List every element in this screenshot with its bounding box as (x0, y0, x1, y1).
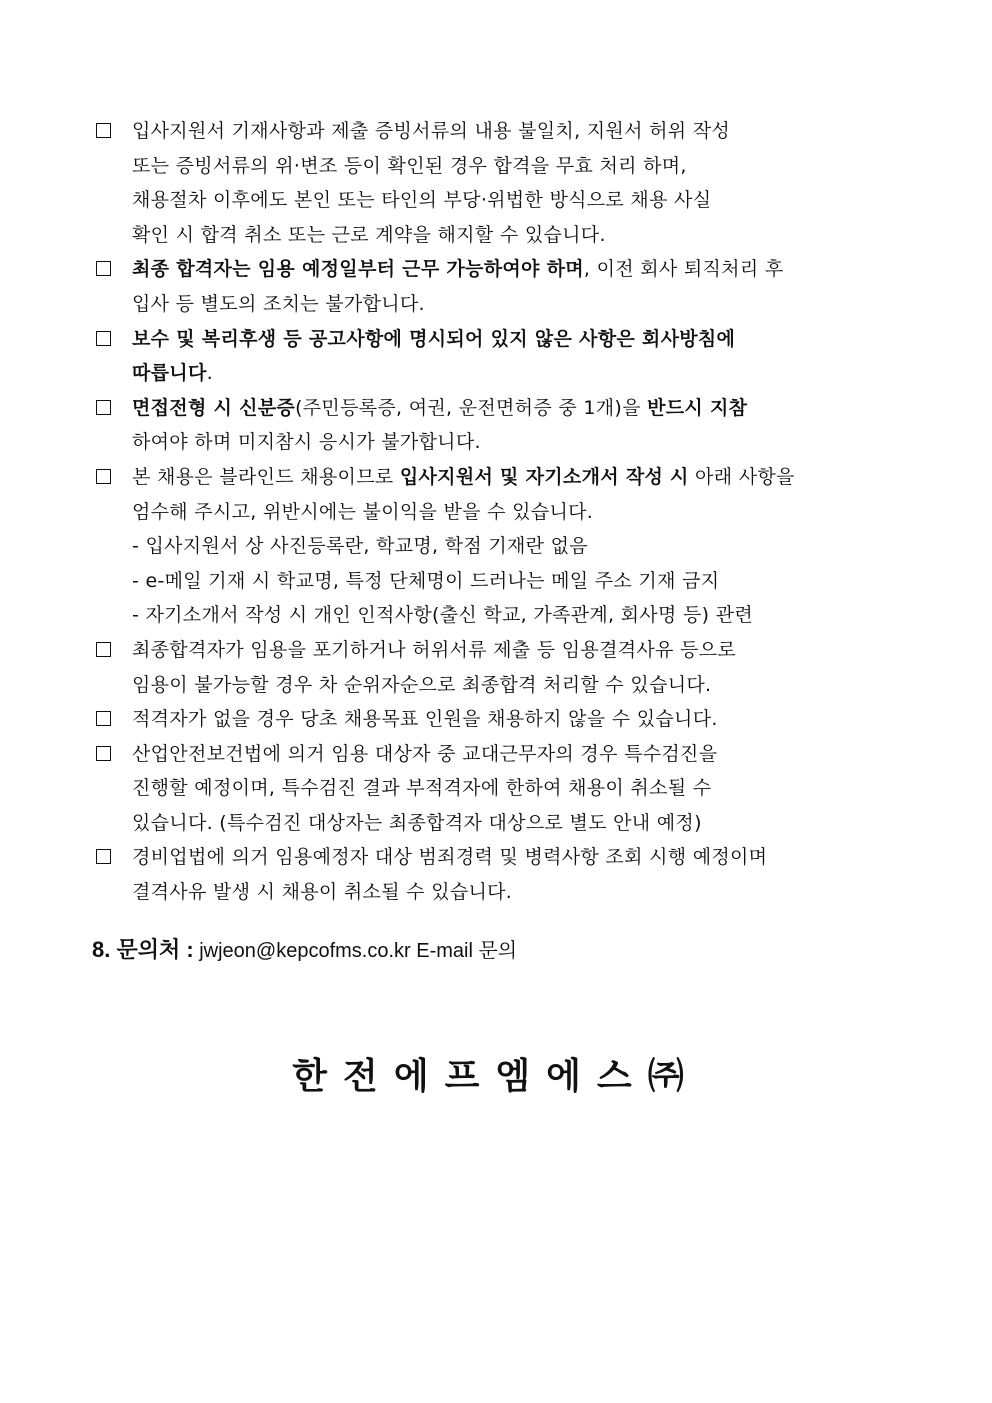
notice-emphasis-text: 보수 및 복리후생 등 공고사항에 명시되어 있지 않은 사항은 회사방침에 (132, 327, 736, 350)
notice-item (96, 737, 896, 841)
checkbox-bullet-icon (96, 642, 111, 657)
notice-item (96, 460, 896, 633)
notice-text: 본 채용은 블라인드 채용이므로 (132, 465, 400, 488)
notice-text: . (206, 362, 213, 385)
notice-item (96, 391, 896, 460)
notice-emphasis-text: 따릅니다 (132, 362, 207, 385)
checkbox-bullet-icon (96, 849, 111, 864)
company-name: 한전에프엠에스㈜ (292, 1055, 700, 1097)
notice-subitem: - 입사지원서 상 사진등록란, 학교명, 학점 기재란 없음 (132, 535, 588, 558)
notice-emphasis-text: 최종 합격자는 임용 예정일부터 근무 가능하여야 하며 (132, 258, 584, 281)
notice-line (132, 495, 896, 530)
contact-email: jwjeon@kepcofms.co.kr E-mail 문의 (193, 940, 518, 962)
notice-text: 입사지원서 기재사항과 제출 증빙서류의 내용 불일치, 지원서 허위 작성 (132, 120, 731, 142)
notice-item (96, 252, 896, 321)
notice-line (132, 806, 896, 841)
notice-line (132, 771, 896, 806)
notice-emphasis-text: 반드시 지참 (647, 396, 748, 419)
contact-info (92, 930, 517, 971)
notice-text: 아래 사항을 (688, 465, 795, 488)
notice-line (132, 218, 896, 253)
notice-text: 경비업법에 의거 임용예정자 대상 범죄경력 및 병력사항 조회 시행 예정이며 (132, 846, 768, 869)
notice-text: 결격사유 발생 시 채용이 취소될 수 있습니다. (132, 881, 513, 904)
notice-line (132, 460, 896, 495)
notice-line (132, 425, 896, 460)
notice-line (132, 114, 896, 149)
notice-item (96, 633, 896, 702)
notice-text: 엄수해 주시고, 위반시에는 불이익을 받을 수 있습니다. (132, 500, 594, 523)
notice-line (132, 322, 896, 357)
notice-line (132, 702, 896, 737)
notice-line (132, 183, 896, 218)
notice-text: 입사 등 별도의 조치는 불가합니다. (132, 292, 425, 315)
notice-text: 확인 시 합격 취소 또는 근로 계약을 해지할 수 있습니다. (132, 223, 606, 246)
checkbox-bullet-icon (96, 123, 111, 138)
notice-line (132, 391, 896, 426)
notice-text: 임용이 불가능할 경우 차 순위자순으로 최종합격 처리할 수 있습니다. (132, 673, 712, 696)
notice-text: 하여야 하며 미지참시 응시가 불가합니다. (132, 431, 481, 454)
notice-emphasis-text: 입사지원서 및 자기소개서 작성 시 (399, 465, 689, 488)
notice-line (132, 149, 896, 184)
checkbox-bullet-icon (96, 711, 111, 726)
notice-line (132, 287, 896, 322)
notice-emphasis-text: 면접전형 시 신분증 (132, 396, 296, 419)
notice-text: 적격자가 없을 경우 당초 채용목표 인원을 채용하지 않을 수 있습니다. (132, 708, 718, 731)
notice-line (132, 737, 896, 772)
checkbox-bullet-icon (96, 469, 111, 484)
contact-label: 8. 문의처 : (92, 937, 194, 962)
notice-line (132, 875, 896, 910)
notice-text: (주민등록증, 여권, 운전면허증 중 1개)을 (295, 396, 648, 419)
notice-text: 또는 증빙서류의 위·변조 등이 확인된 경우 합격을 무효 처리 하며, (132, 154, 687, 177)
notice-list (96, 114, 896, 910)
notice-item (96, 114, 896, 252)
checkbox-bullet-icon (96, 400, 111, 415)
notice-text: , 이전 회사 퇴직처리 후 (583, 258, 784, 281)
notice-line (132, 840, 896, 875)
notice-item (96, 322, 896, 391)
notice-line (132, 356, 896, 391)
notice-subitem: - 자기소개서 작성 시 개인 인적사항(출신 학교, 가족관계, 회사명 등) 관련 (132, 604, 753, 627)
notice-text: 있습니다. (특수검진 대상자는 최종합격자 대상으로 별도 안내 예정) (132, 811, 702, 834)
notice-text: 최종합격자가 임용을 포기하거나 허위서류 제출 등 임용결격사유 등으로 (132, 638, 736, 661)
notice-item (96, 840, 896, 909)
notice-item (96, 702, 896, 737)
notice-line (132, 633, 896, 668)
checkbox-bullet-icon (96, 331, 111, 346)
notice-subitem: - e-메일 기재 시 학교명, 특정 단체명이 드러나는 메일 주소 기재 금지 (132, 569, 720, 592)
checkbox-bullet-icon (96, 746, 111, 761)
notice-line (132, 668, 896, 703)
notice-text: 채용절차 이후에도 본인 또는 타인의 부당·위법한 방식으로 채용 사실 (132, 189, 712, 212)
notice-text: 진행할 예정이며, 특수검진 결과 부적격자에 한하여 채용이 취소될 수 (132, 777, 712, 800)
notice-text: 산업안전보건법에 의거 임용 대상자 중 교대근무자의 경우 특수검진을 (132, 742, 718, 765)
checkbox-bullet-icon (96, 261, 111, 276)
notice-line (132, 252, 896, 287)
